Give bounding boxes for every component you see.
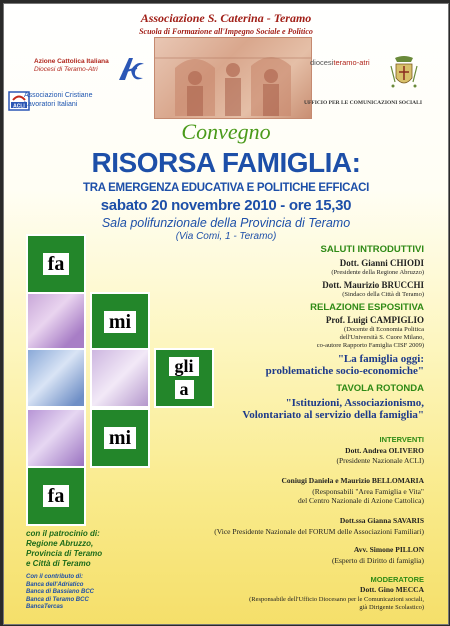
photo-tile [26, 408, 86, 468]
svg-text:ACLI: ACLI [13, 103, 25, 110]
interventi-speaker-4: Avv. Simone PILLON [353, 545, 424, 554]
event-title: RISORSA FAMIGLIA: [91, 147, 361, 178]
moderatore-heading: MODERATORE [370, 575, 424, 584]
interventi-speaker-3: Dott.ssa Gianna SAVARIS [339, 516, 424, 525]
syllable-tile-fa-2: fa [26, 466, 86, 526]
syllable-tile-mi: mi [90, 292, 150, 352]
diocesi-logo: diocesiteramo-atri [310, 58, 370, 67]
relazione-talk-title: "La famiglia oggi: problematiche socio-economiche" [265, 353, 424, 377]
event-venue: Sala polifunzionale della Provincia di Teramo [101, 216, 351, 230]
poster [3, 3, 449, 625]
moderatore-role: (Responsabile dell'Ufficio Diocesano per le Comunicazioni sociali, già Dirigente Scolastico) [249, 596, 424, 611]
saluti-heading: SALUTI INTRODUTTIVI [320, 244, 424, 255]
relazione-role: (Docente di Economia Politica dell'Università S. Cuore Milano, co-autore Rapporto Famiglia CISF 2009) [316, 326, 424, 349]
interventi-role-3: (Vice Presidente Nazionale del FORUM delle Associazioni Familiari) [214, 527, 424, 536]
diocesan-crest-icon [389, 56, 419, 92]
interventi-role-4: (Esperto di Diritto di famiglia) [331, 556, 424, 565]
saluti-speaker-2: Dott. Maurizio BRUCCHI [322, 280, 424, 290]
tavola-talk-title: "Istituzioni, Associazionismo, Volontariato al servizio della famiglia" [242, 397, 424, 421]
interventi-role-2: (Responsabili "Area Famiglia e Vita" del Centro Nazionale di Azione Cattolica) [298, 487, 424, 505]
syllable-tile-mi-2: mi [90, 408, 150, 468]
relazione-speaker: Prof. Luigi CAMPIGLIO [325, 315, 424, 325]
moderatore-name: Dott. Gino MECCA [360, 585, 424, 594]
interventi-role-1: (Presidente Nazionale ACLI) [336, 456, 424, 465]
ufficio-label: UFFICIO PER LE COMUNICAZIONI SOCIALI [304, 100, 422, 106]
syllable-tile-fa: fa [26, 234, 86, 294]
event-date: sabato 20 novembre 2010 - ore 15,30 [100, 197, 352, 214]
event-address: (Via Comi, 1 - Teramo) [175, 231, 277, 242]
association-title: Associazione S. Caterina - Teramo [140, 11, 312, 25]
school-subtitle: Scuola di Formazione all'Impegno Sociale e Politico [139, 27, 313, 36]
tavola-heading: TAVOLA ROTONDA [336, 383, 424, 394]
photo-tile [90, 348, 150, 408]
saluti-role-2: (Sindaco della Città di Teramo) [342, 291, 424, 298]
convegno-kicker: Convegno [181, 119, 271, 144]
interventi-speaker-2: Coniugi Daniela e Maurizio BELLOMARIA [281, 476, 424, 485]
ac-emblem-icon [117, 56, 145, 82]
azione-cattolica-logo: Azione Cattolica Italiana Diocesi di Teramo-Atri [34, 58, 109, 73]
photo-tile [26, 292, 86, 352]
patrocinio-block: con il patrocinio di: Regione Abruzzo, Provincia di Teramo e Città di Teramo [26, 529, 103, 568]
fresco-image [154, 37, 312, 119]
photo-tile [26, 348, 86, 408]
saluti-role-1: (Presidente della Regione Abruzzo) [331, 269, 424, 276]
saluti-speaker-1: Dott. Gianni CHIODI [339, 258, 424, 268]
interventi-heading: INTERVENTI [379, 435, 424, 444]
contributo-block: Con il contributo di: Banca dell'Adriatico Banca di Bassiano BCC Banca di Teramo BCC BancaTercas [26, 574, 95, 610]
relazione-heading: RELAZIONE ESPOSITIVA [310, 302, 424, 313]
acli-logo: Associazioni Cristiane Lavoratori Italiani [24, 92, 93, 108]
event-subtitle: TRA EMERGENZA EDUCATIVA E POLITICHE EFFICACI [82, 182, 369, 194]
interventi-speaker-1: Dott. Andrea OLIVERO [345, 446, 424, 455]
syllable-tile-gli-a: gli a [154, 348, 214, 408]
